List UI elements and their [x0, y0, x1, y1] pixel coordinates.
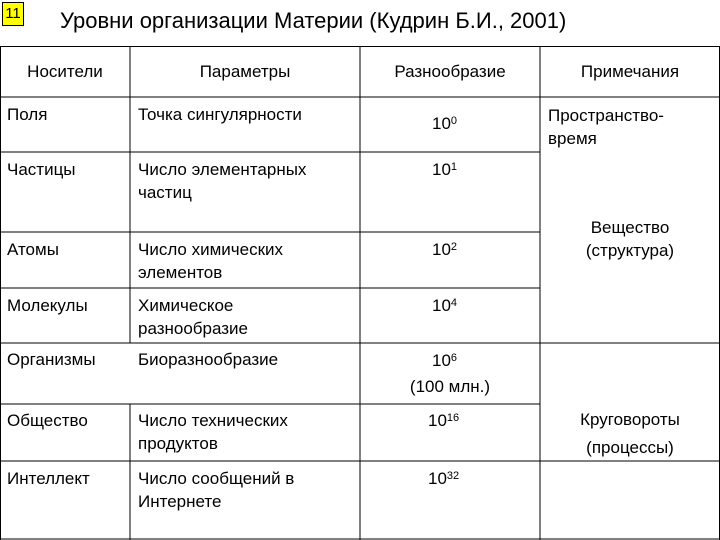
- carrier-cell: Общество: [7, 411, 88, 430]
- diversity-cell: $10^1$: [432, 160, 458, 179]
- parameter-cell: Точка сингулярности: [138, 105, 302, 124]
- header-carriers: Носители: [27, 62, 103, 81]
- diversity-cell: $10^0$: [432, 114, 458, 133]
- header-diversity: Разнообразие: [394, 62, 506, 81]
- diversity-extra: (100 млн.): [409, 377, 491, 396]
- carrier-cell: Организмы: [7, 350, 96, 369]
- diversity-cell: $10^2$: [432, 240, 458, 259]
- note-cycles: Круговороты (процессы): [580, 410, 680, 457]
- parameter-cell: Биоразнообразие: [138, 350, 279, 369]
- header-parameters: Параметры: [199, 62, 291, 81]
- note-spacetime: Пространство-время: [548, 106, 664, 148]
- header-notes: Примечания: [580, 62, 680, 81]
- parameter-cell: Число сообщений в Интернете: [138, 469, 295, 511]
- carrier-cell: Интеллект: [7, 469, 90, 488]
- parameter-cell: Число технических продуктов: [138, 411, 288, 453]
- parameter-cell: Число элементарных частиц: [138, 160, 307, 202]
- slide-number: 11: [2, 2, 24, 26]
- carrier-cell: Молекулы: [7, 296, 88, 315]
- diversity-cell: $10^{16}$: [428, 411, 460, 430]
- carrier-cell: Атомы: [7, 240, 59, 259]
- carrier-cell: Частицы: [7, 160, 76, 179]
- slide-title: Уровни организации Материи (Кудрин Б.И., 2001): [60, 8, 567, 33]
- carrier-cell: Поля: [7, 105, 48, 124]
- parameter-cell: Число химических элементов: [138, 240, 284, 282]
- diversity-cell: $10^4$: [432, 296, 458, 315]
- diversity-cell: $10^6$: [432, 351, 458, 370]
- diversity-cell: $10^{32}$: [428, 469, 460, 488]
- note-substance: Вещество (структура): [585, 218, 675, 260]
- parameter-cell: Химическое разнообразие: [138, 296, 249, 338]
